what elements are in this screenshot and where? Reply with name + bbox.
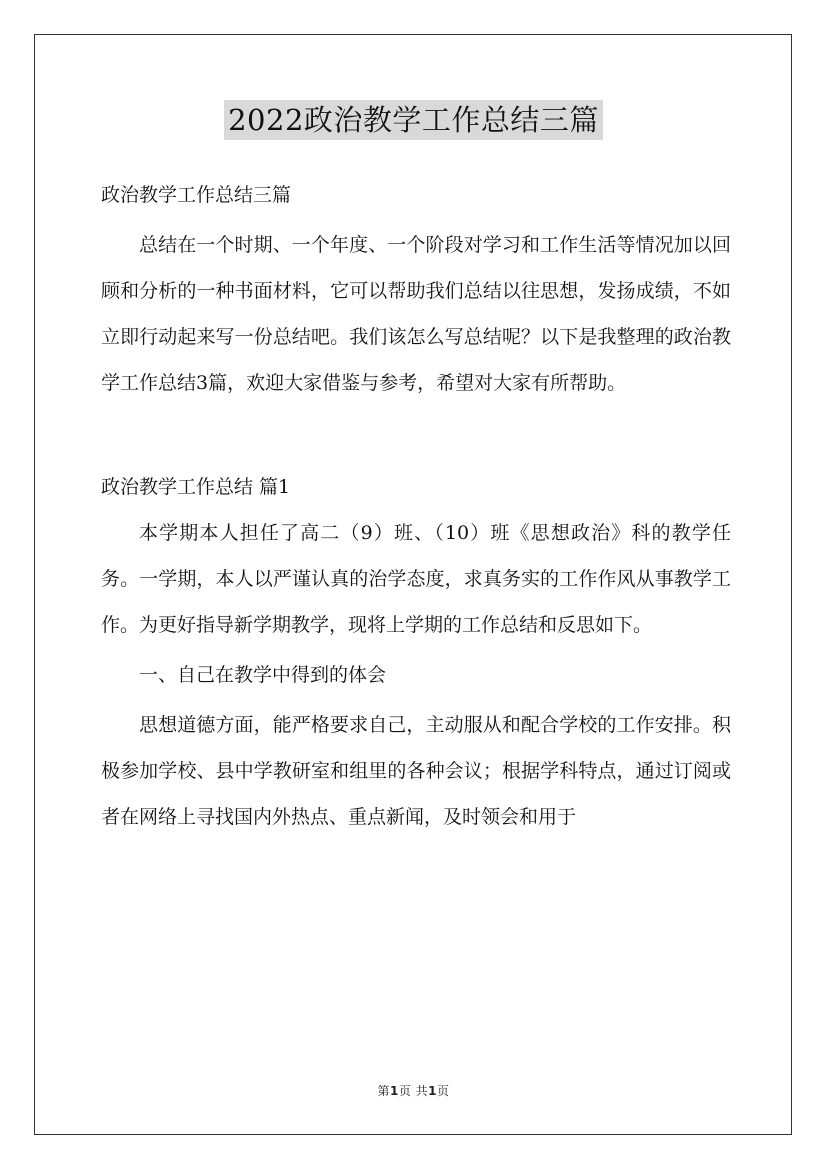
- page-label-prefix: 第: [377, 1084, 390, 1098]
- page-label-suffix: 页: [437, 1084, 450, 1098]
- body-paragraph: 思想道德方面，能严格要求自己，主动服从和配合学校的工作安排。积极参加学校、县中学教研室和组里的各种会议；根据学科特点，通过订阅或者在网络上寻找国内外热点、重点新闻，及时领会和用于: [101, 714, 731, 828]
- body-paragraph: 本学期本人担任了高二（9）班、（10）班《思想政治》科的教学任务。一学期，本人以严谨认真的治学态度，求真务实的工作作风从事教学工作。为更好指导新学期教学，现将上学期的工作总结和反思如下。: [101, 522, 731, 636]
- document-title: 2022政治教学工作总结三篇: [224, 100, 603, 140]
- total-page-number: 1: [428, 1084, 438, 1098]
- section-heading: 政治教学工作总结 篇1: [101, 476, 291, 498]
- document-body: [101, 172, 731, 840]
- subtitle: 政治教学工作总结三篇: [101, 184, 292, 206]
- title-container: [0, 100, 827, 140]
- page-label-mid: 页 共: [398, 1084, 429, 1098]
- page-footer: [0, 1082, 827, 1099]
- current-page-number: 1: [389, 1084, 399, 1098]
- sub-heading: 一、自己在教学中得到的体会: [139, 664, 387, 686]
- intro-paragraph: 总结在一个时期、一个年度、一个阶段对学习和工作生活等情况加以回顾和分析的一种书面材料，它可以帮助我们总结以往思想，发扬成绩，不如立即行动起来写一份总结吧。我们该怎么写总结呢？以下是我整理的政治教学工作总结3篇，欢迎大家借鉴与参考，希望对大家有所帮助。: [101, 234, 731, 394]
